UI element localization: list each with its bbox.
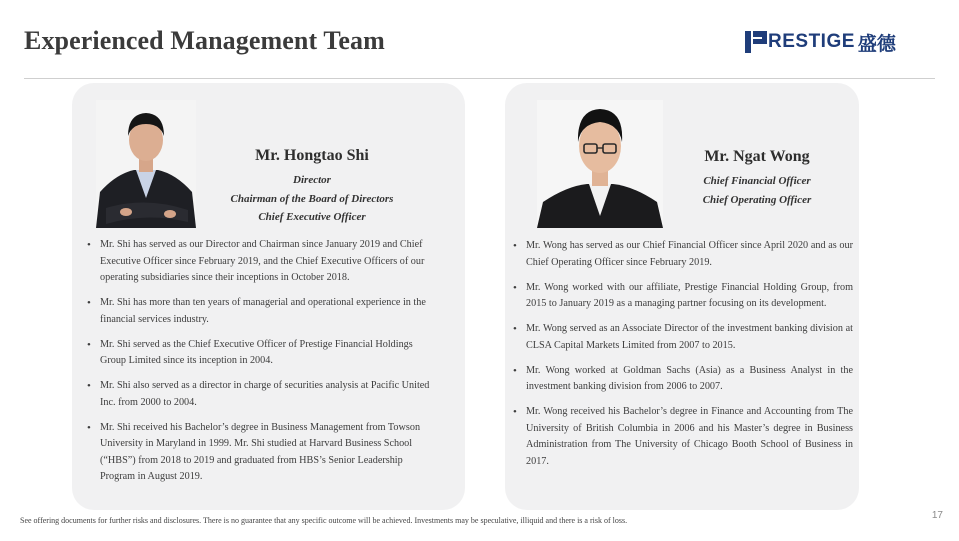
bio-bullet-list xyxy=(87,237,437,494)
logo-chinese: 盛德 xyxy=(857,32,896,55)
page-title: Experienced Management Team xyxy=(24,26,385,55)
profile-name: Mr. Hongtao Shi xyxy=(255,147,369,164)
bio-bullet: • Mr. Shi received his Bachelor’s degree in Business Management from Towson University in Maryland in 1999. Mr. Shi studied at Harvard Business School (“HBS”) from 2018 to 2019 and graduated from HBS’s Senior Leadership Program in August 2019. xyxy=(87,420,437,486)
role-line: Chief Executive Officer xyxy=(258,211,366,223)
bio-bullet: • Mr. Wong worked with our affiliate, Prestige Financial Holding Group, from 2015 to January 2019 as a managing partner focusing on its development. xyxy=(513,280,853,313)
prestige-logo xyxy=(745,30,896,54)
bio-bullet: • Mr. Wong received his Bachelor’s degree in Finance and Accounting from The University of British Columbia in 2006 and his Master’s degree in Business Administration from The University of Chicago Booth School of Business in 2017. xyxy=(513,404,853,470)
profile-card-ngat-wong xyxy=(505,83,859,510)
bio-bullet: • Mr. Shi has served as our Director and Chairman since January 2019 and Chief Executive Officer since February 2019, and the Chief Executive Officers of our operating subsidiaries since their inceptions in October 2018. xyxy=(87,237,437,287)
header-divider xyxy=(24,78,935,79)
logo-wordmark: RESTIGE xyxy=(768,31,855,52)
bio-bullet: • Mr. Shi served as the Chief Executive Officer of Prestige Financial Holdings Group Limited since its inception in 2004. xyxy=(87,337,437,370)
profile-roles xyxy=(675,172,839,209)
profile-name: Mr. Ngat Wong xyxy=(704,148,810,165)
bio-bullet: • Mr. Wong worked at Goldman Sachs (Asia) as a Business Analyst in the investment banking division from 2006 to 2007. xyxy=(513,363,853,396)
role-line: Chief Financial Officer xyxy=(703,175,811,187)
role-line: Chief Operating Officer xyxy=(702,193,812,206)
profile-card-hongtao-shi xyxy=(72,83,465,510)
portrait-photo xyxy=(96,100,196,228)
role-line: Chairman of the Board of Directors xyxy=(230,192,394,205)
disclaimer-text: See offering documents for further risks and disclosures. There is no guarantee that any specific outcome will be achieved. Investments may be speculative, illiquid and there is a risk of loss. xyxy=(20,516,628,525)
bio-bullet: • Mr. Shi has more than ten years of managerial and operational experience in the financial services industry. xyxy=(87,295,437,328)
prestige-logo-mark-icon xyxy=(745,31,767,53)
profile-roles xyxy=(202,171,422,227)
bio-bullet-list xyxy=(513,238,853,479)
portrait-photo xyxy=(537,100,663,228)
page-number: 17 xyxy=(931,510,943,521)
bio-bullet: • Mr. Wong has served as our Chief Financial Officer since April 2020 and as our Chief Operating Officer since February 2019. xyxy=(513,238,853,271)
bio-bullet: • Mr. Shi also served as a director in charge of securities analysis at Pacific United Inc. from 2000 to 2004. xyxy=(87,378,437,411)
role-line: Director xyxy=(293,174,331,186)
bio-bullet: • Mr. Wong served as an Associate Director of the investment banking division at CLSA Capital Markets Limited from 2007 to 2015. xyxy=(513,321,853,354)
